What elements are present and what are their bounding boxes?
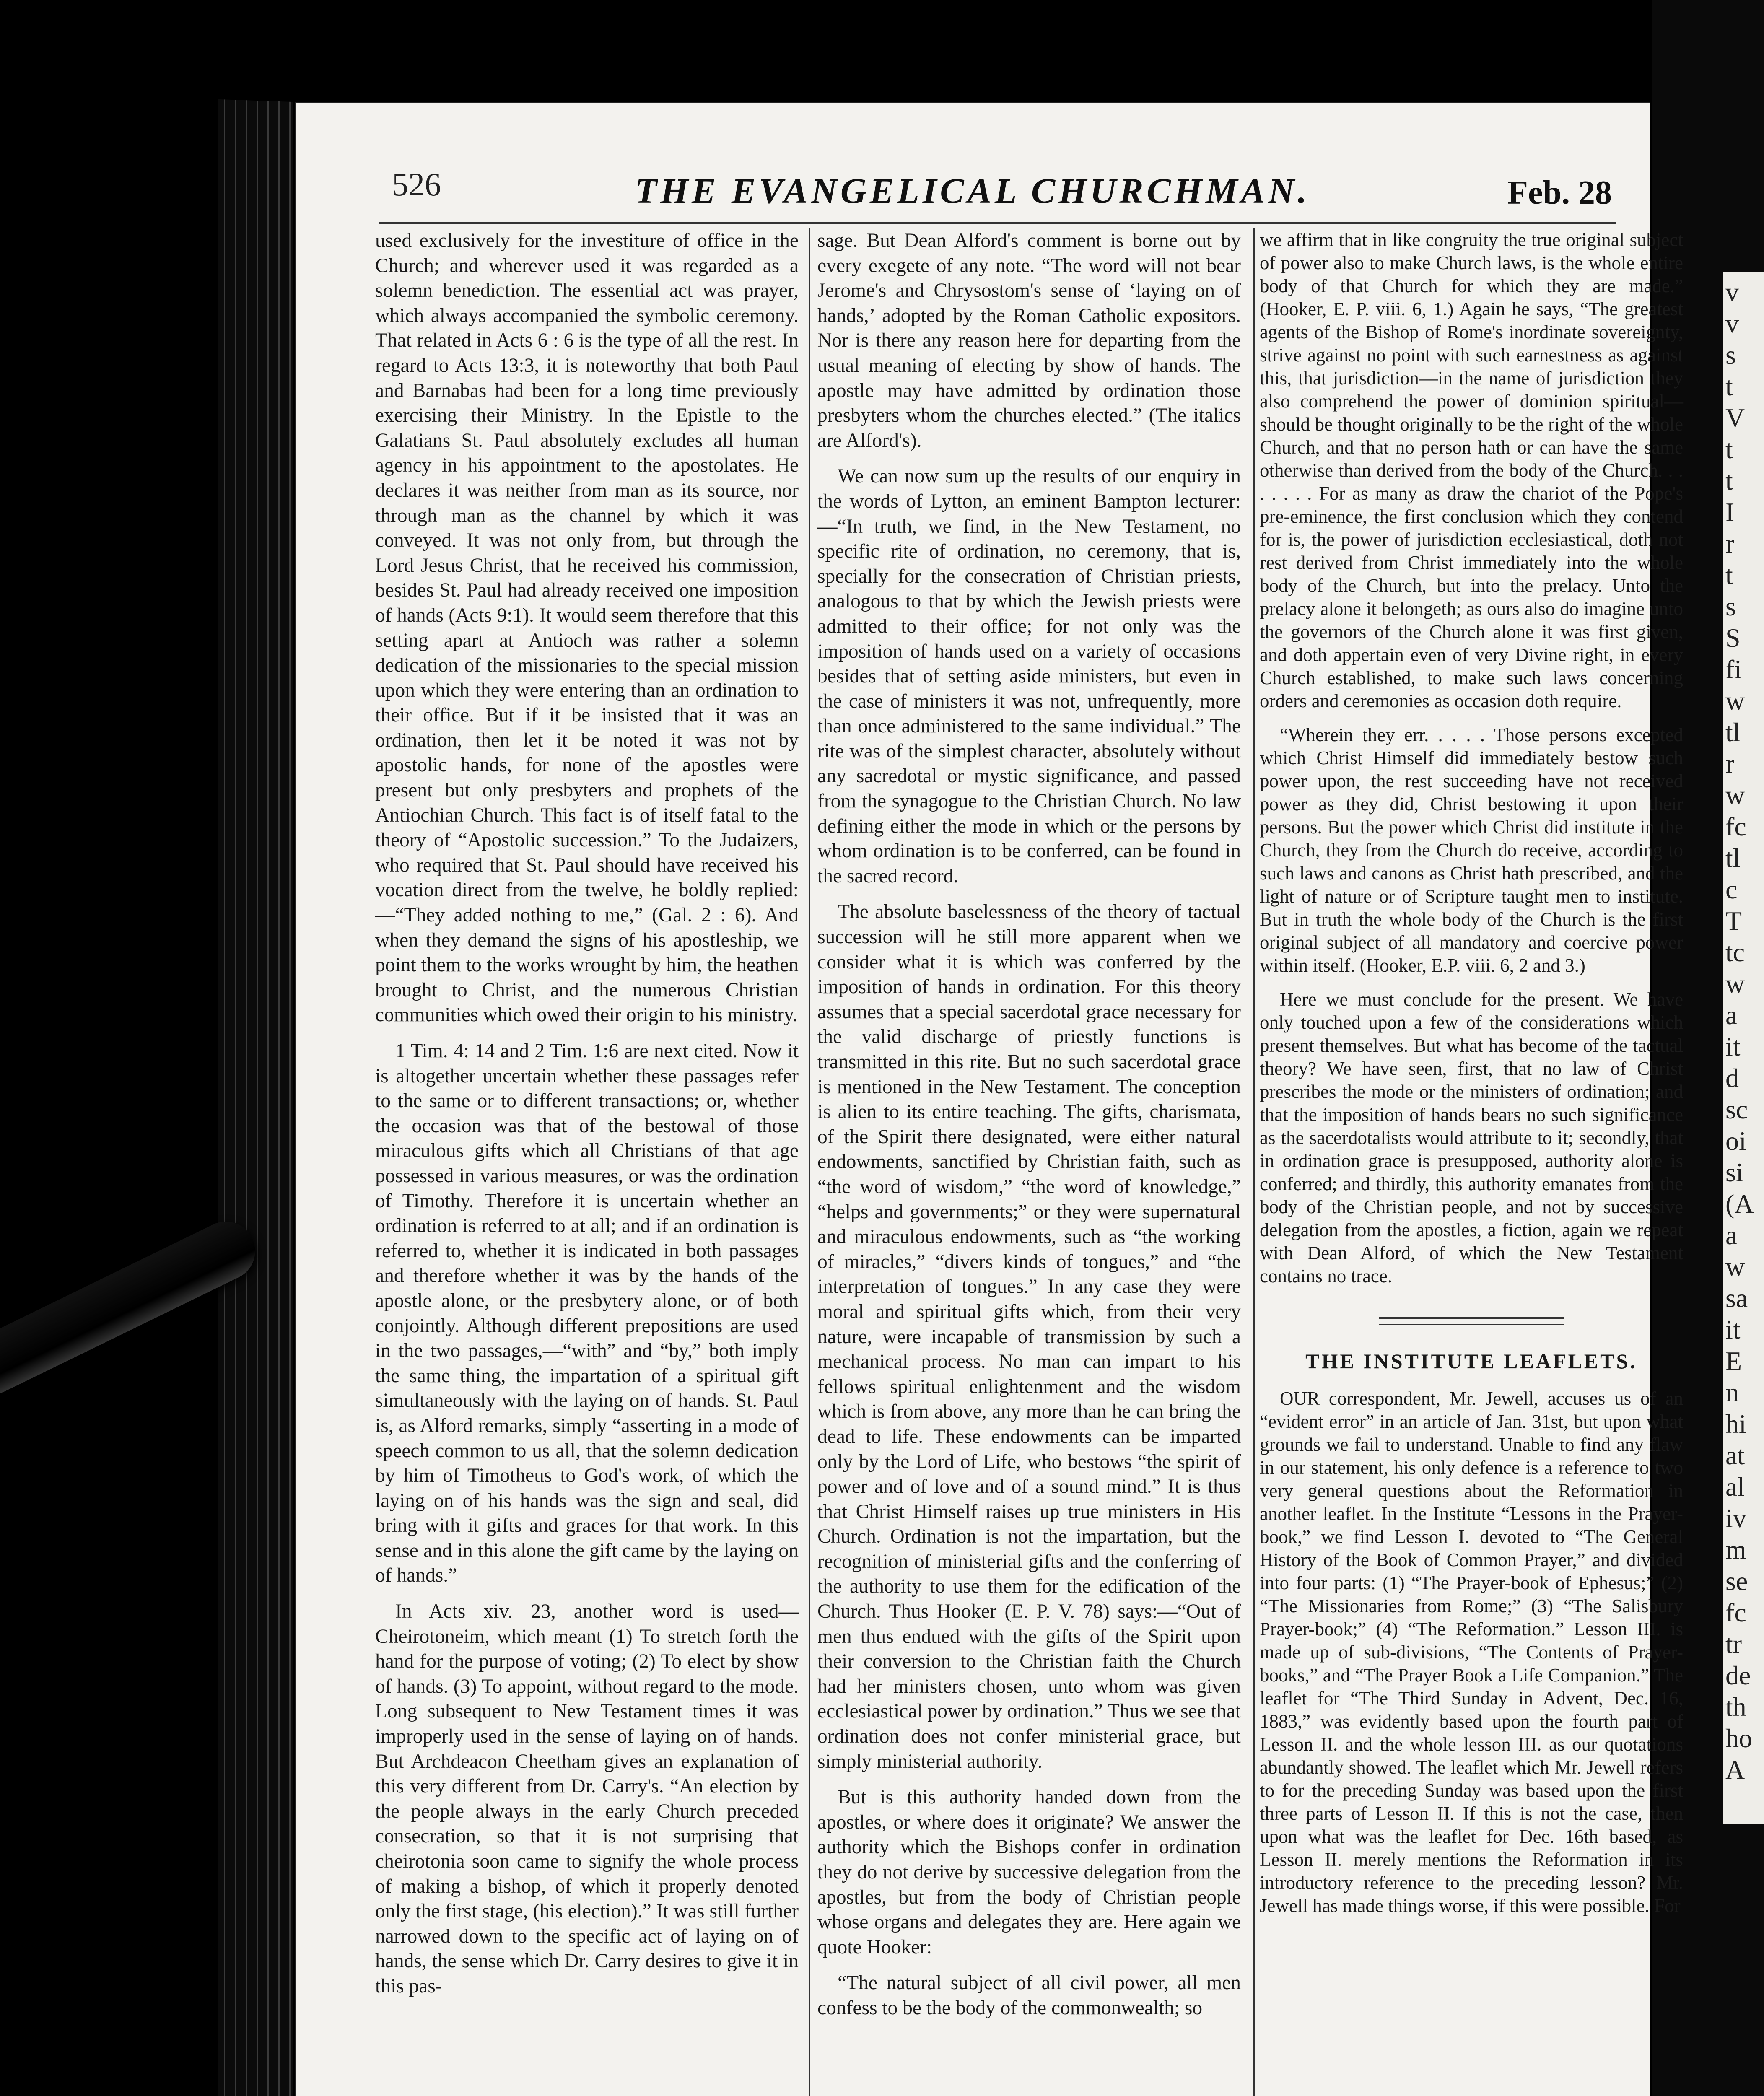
facing-page-fragment: at: [1725, 1440, 1745, 1470]
page-number: 526: [392, 166, 441, 202]
column-divider: [809, 228, 810, 2096]
paragraph: “Wherein they err. . . . . Those persons excepted which Christ Himself did immediately bestow such power upon, the rest succeeding have not received power as they did, Christ bestowing it upon their persons. But the power which Christ did institute in the Church, they from the Church do receive, according to such laws and canons as Christ hath prescribed, and the light of nature or of Scripture taught men to institute. But in truth the whole body of the Church is the first original subject of all mandatory and coercive power within itself. (Hooker, E.P. viii. 6, 2 and 3.): [1260, 724, 1683, 976]
facing-page-fragment: fc: [1725, 812, 1746, 841]
newspaper-page: [296, 103, 1683, 2096]
paragraph: Here we must conclude for the present. We have only touched upon a few of the considerations which present themselves. But what has become of the tactual theory? We have seen, first, that no law of Christ prescribes the mode or the ministers of ordination; and that the imposition of hands bears no such significance as the sacerdotalists would attribute to it; secondly, that in ordination grace is presupposed, authority alone is conferred; and thirdly, this authority emanates from the body of the Christian people, and not by successive delegation from the apostles, a fiction, again we repeat with Dean Alford, of which the New Testament contains no trace.: [1260, 989, 1683, 1287]
paragraph: We can now sum up the results of our enquiry in the words of Lytton, an eminent Bampton lecturer:—“In truth, we find, in the New Testament, no specific rite of ordination, no ceremony, that is, specially for the consecration of Christian priests, analogous to that by which the Jewish priests were admitted to their office; for not only was the imposition of hands used on a variety of occasions besides that of setting aside ministers, but even in the case of ministers it was not, unfrequently, more than once administered to the same individual.” The rite was of the simplest character, absolutely without any sacredotal or mystic significance, and passed from the synagogue to the Christian Church. No law defining either the mode in which or the persons by whom ordination is to be conferred, can be found in the sacred record.: [817, 465, 1241, 887]
facing-page-fragment: (A: [1725, 1189, 1754, 1219]
paragraph: sage. But Dean Alford's comment is borne out by every exegete of any note. “The word will not bear Jerome's and Chrysostom's sense of ‘laying on of hands,’ adopted by the Roman Catholic expositors. Nor is there any reason here for departing from the usual meaning of electing by show of hands. The apostle may have admitted by ordination those presbyters whom the churches elected.” (The italics are Alford's).: [817, 230, 1241, 451]
facing-page-fragment: hi: [1725, 1409, 1746, 1439]
facing-page-fragment: w: [1725, 780, 1745, 810]
paragraph: we affirm that in like congruity the true original subject of power also to make Church laws, is the whole entire body of that Church for which they are made.” (Hooker, E. P. viii. 6, 1.) Again he says, “The greatest agents of the Bishop of Rome's inordinate sovereignty, strive against no point with such earnestness as against this, that jurisdiction—in the name of jurisdiction they also comprehend the power of dominion spiritual—should be thought originally to be the right of the whole Church, and that no person hath or can have the same otherwise than derived from the body of the Church. . . . . . . . For as many as draw the chariot of the Pope's pre-eminence, the first conclusion which they contend for is, the power of jurisdiction ecclesiastical, doth not rest derived from Christ immediately into the whole body of the Church, but into the prelacy. Unto the prelacy alone it belongeth; as ours also do imagine unto the governors of the Church alone it was first given, and doth appertain even of very Divine right, in every Church established, to make such laws concerning orders and ceremonies as occasion doth require.: [1260, 229, 1683, 711]
facing-page-strip: [1723, 272, 1764, 1824]
facing-page-fragment: tr: [1725, 1629, 1742, 1659]
facing-page-fragment: I: [1725, 497, 1735, 527]
facing-page-fragment: oi: [1725, 1126, 1746, 1156]
paragraph: The absolute baselessness of the theory of tactual succession will he still more apparent when we consider what it is which was conferred by the imposition of hands in ordination. For this theory assumes that a special sacerdotal grace necessary for the valid discharge of priestly functions is transmitted in this rite. But no such sacerdotal grace is mentioned in the New Testament. The conception is alien to its entire teaching. The gifts, charismata, of the Spirit there designated, were either natural endowments, sanctified by Christian faith, such as “the word of wisdom,” “the word of knowledge,” “helps and governments;” or they were supernatural and miraculous endowments, such as “the working of miracles,” “divers kinds of tongues,” and “the interpretation of tongues.” In any case they were moral and spiritual gifts which, from their very nature, were incapable of transmission by such a mechanical process. No man can impart to his fellows spiritual enlightenment and the wisdom which is from above, any more than he can bring the dead to life. These endowments can be imparted only by the Lord of Life, who bestows “the spirit of power and of love and of a sound mind.” It is thus that Christ Himself raises up true ministers in His Church. Ordination is not the impartation, but the recognition of ministerial gifts and the conferring of the authority to use them for the edification of the Church. Thus Hooker (E. P. V. 78) says:—“Out of men thus endued with the gifts of the Spirit upon their conversion to the Christian faith the Church had her ministers chosen, unto whom was given ecclesiastical power by ordination.” Thus we see that ordination does not confer ministerial grace, but simply ministerial authority.: [817, 901, 1241, 1772]
facing-page-fragment: a: [1725, 1220, 1738, 1250]
facing-page-fragment: it: [1725, 1032, 1741, 1061]
facing-page-fragment: t: [1725, 434, 1733, 464]
masthead-title: THE EVANGELICAL CHURCHMAN.: [635, 171, 1310, 211]
facing-page-fragment: al: [1725, 1472, 1745, 1502]
paragraph: 1 Tim. 4: 14 and 2 Tim. 1:6 are next cited. Now it is altogether uncertain whether these passages refer to the same or to different transactions; or, whether the occasion was that of the bestowal of those miraculous gifts which all Christians of that age possessed in various measures, or was the ordination of Timothy. Therefore it is uncertain whether an ordination is referred to at all; and if an ordination is referred to, whether it is indicated in both passages and therefore whether it was by the hands of the apostle alone, or the presbytery alone, or of both conjointly. Although different prepositions are used in the two passages,—“with” and “by,” both imply the same thing, the impartation of a spiritual gift simultaneously with the laying on of hands. St. Paul is, as Alford remarks, simply “asserting in a mode of speech common to us all, that the solemn dedication by him of Timotheus to God's work, of which the laying on of his hands was the sign and seal, did bring with it gifts and graces for that work. In this sense and in this alone the gift came by the laying on of hands.”: [375, 1040, 799, 1587]
facing-page-fragment: v: [1725, 277, 1739, 307]
facing-page-fragment: V: [1725, 403, 1745, 433]
facing-page-fragment: s: [1725, 340, 1736, 370]
facing-page-fragment: sa: [1725, 1283, 1748, 1313]
facing-page-fragment: A: [1725, 1755, 1745, 1785]
issue-date: Feb. 28: [1507, 174, 1612, 211]
facing-page-fragment: tl: [1725, 717, 1741, 747]
column-2: [817, 228, 1241, 2032]
header-rule: [379, 222, 1616, 224]
facing-page-fragment: se: [1725, 1566, 1748, 1596]
facing-page-fragment: fi: [1725, 654, 1742, 684]
facing-page-fragment: th: [1725, 1692, 1746, 1722]
facing-page-fragment: m: [1725, 1535, 1746, 1564]
column-3: [1260, 228, 1683, 1928]
facing-page-fragment: t: [1725, 560, 1733, 590]
facing-page-fragment: v: [1725, 309, 1739, 338]
facing-page-fragment: sc: [1725, 1095, 1748, 1124]
facing-page-fragment: t: [1725, 371, 1733, 401]
facing-page-fragment: tc: [1725, 937, 1745, 967]
facing-page-fragment: w: [1725, 686, 1745, 716]
facing-page-fragment: iv: [1725, 1503, 1746, 1533]
column-1: [375, 228, 799, 2010]
facing-page-fragment: n: [1725, 1377, 1739, 1407]
paragraph: OUR correspondent, Mr. Jewell, accuses us of an “evident error” in an article of Jan. 31st, but upon what grounds we fail to understand. Unable to find any flaw in our statement, his only defence is a reference to two very general questions about the Reformation in another leaflet. In the Institute “Lessons in the Prayer-book,” we find Lesson I. devoted to “The General History of the Book of Common Prayer,” and divided into four parts: (1) “The Prayer-book of Ephesus;” (2) “The Missionaries from Rome;” (3) “The Salisbury Prayer-book;” (4) “The Reformation.” Lesson III. is made up of sub-divisions, “The Contents of Prayer-books,” and “The Prayer Book a Life Companion.” The leaflet for “The Third Sunday in Advent, Dec. 16, 1883,” was evidently based upon the fourth part of Lesson II. and the whole lesson III. as our quotations abundantly showed. The leaflet which Mr. Jewell refers to for the preceding Sunday was based upon the first three parts of Lesson II. If this is not the case, then upon what was the leaflet for Dec. 16th based, as Lesson II. merely mentions the Reformation in its introductory reference to the preceding lesson? Mr. Jewell has made things worse, if this were possible. For: [1260, 1388, 1683, 1916]
facing-page-fragment: tl: [1725, 843, 1741, 873]
paragraph: In Acts xiv. 23, another word is used—Cheirotoneim, which meant (1) To stretch forth the hand for the purpose of voting; (2) To elect by show of hands. (3) To appoint, without regard to the mode. Long subsequent to New Testament times it was improperly used in the sense of laying on of hands. But Archdeacon Cheetham gives an explanation of this very different from Dr. Carry's. “An election by the people always in the early Church preceded consecration, so that it is not surprising that cheirotonia soon came to signify the whole process of making a bishop, of which it properly denoted only the first stage, (his election).” It was still further narrowed down to the specific act of laying on of hands, the sense which Dr. Carry desires to give it in this pas-: [375, 1601, 799, 1997]
paragraph: used exclusively for the investiture of office in the Church; and wherever used it was regarded as a solemn benediction. The essential act was prayer, which always accompanied the symbolic ceremony. That related in Acts 6 : 6 is the type of all the rest. In regard to Acts 13:3, it is noteworthy that both Paul and Barnabas had been for a long time previously exercising their Ministry. In the Epistle to the Galatians St. Paul absolutely excludes all human agency in his appointment to the apostolates. He declares it was neither from man as its source, nor through man as the channel by which it was conveyed. It was not only from, but through the Lord Jesus Christ, that he received his commission, besides St. Paul had already received one imposition of hands (Acts 9:1). It would seem therefore that this setting apart at Antioch was rather a solemn dedication of the missionaries to the special mission upon which they were entering than an ordination to their office. But if it be insisted that it was an ordination, then let it be noted it was not by apostolic hands, for none of the apostles were present but only presbyters and prophets of the Antiochian Church. This fact is of itself fatal to the theory of “Apostolic succession.” To the Judaizers, who required that St. Paul should have received his vocation direct from the twelve, he boldly replied:—“They added nothing to me,” (Gal. 2 : 6). And when they demand the signs of his apostleship, we point them to the works wrought by him, the heathen brought to Christ, and the numerous Christian communities which owed their origin to his ministry.: [375, 230, 799, 1026]
facing-page-fragment: r: [1725, 529, 1735, 558]
paragraph: But is this authority handed down from the apostles, or where does it originate? We answer the authority which the Bishops confer in ordination they do not derive by successive delegation from the apostles, but from the body of Christian people whose organs and delegates they are. Here again we quote Hooker:: [817, 1786, 1241, 1958]
facing-page-fragment: fc: [1725, 1598, 1746, 1627]
facing-page-fragment: s: [1725, 591, 1736, 621]
section-ornament-rule: [1379, 1317, 1564, 1325]
facing-page-fragment: T: [1725, 906, 1742, 936]
facing-page-fragment: de: [1725, 1660, 1751, 1690]
section-heading: THE INSTITUTE LEAFLETS.: [1305, 1349, 1637, 1373]
page-edge-stack: [218, 99, 293, 2096]
paragraph: “The natural subject of all civil power, all men confess to be the body of the commonwealth; so: [817, 1972, 1241, 2019]
facing-page-fragment: d: [1725, 1063, 1739, 1093]
facing-page-fragment: c: [1725, 874, 1738, 904]
facing-page-fragment: ho: [1725, 1723, 1752, 1753]
facing-page-fragment: si: [1725, 1157, 1743, 1187]
facing-page-fragment: it: [1725, 1315, 1741, 1344]
facing-page-fragment: t: [1725, 466, 1733, 495]
facing-page-fragment: r: [1725, 749, 1735, 778]
page-header: [296, 161, 1650, 220]
facing-page-fragment: w: [1725, 969, 1745, 999]
column-divider: [1253, 228, 1255, 2096]
facing-page-fragment: a: [1725, 1000, 1738, 1030]
facing-page-fragment: S: [1725, 623, 1741, 653]
facing-page-fragment: E: [1725, 1346, 1742, 1376]
facing-page-fragment: w: [1725, 1252, 1745, 1281]
